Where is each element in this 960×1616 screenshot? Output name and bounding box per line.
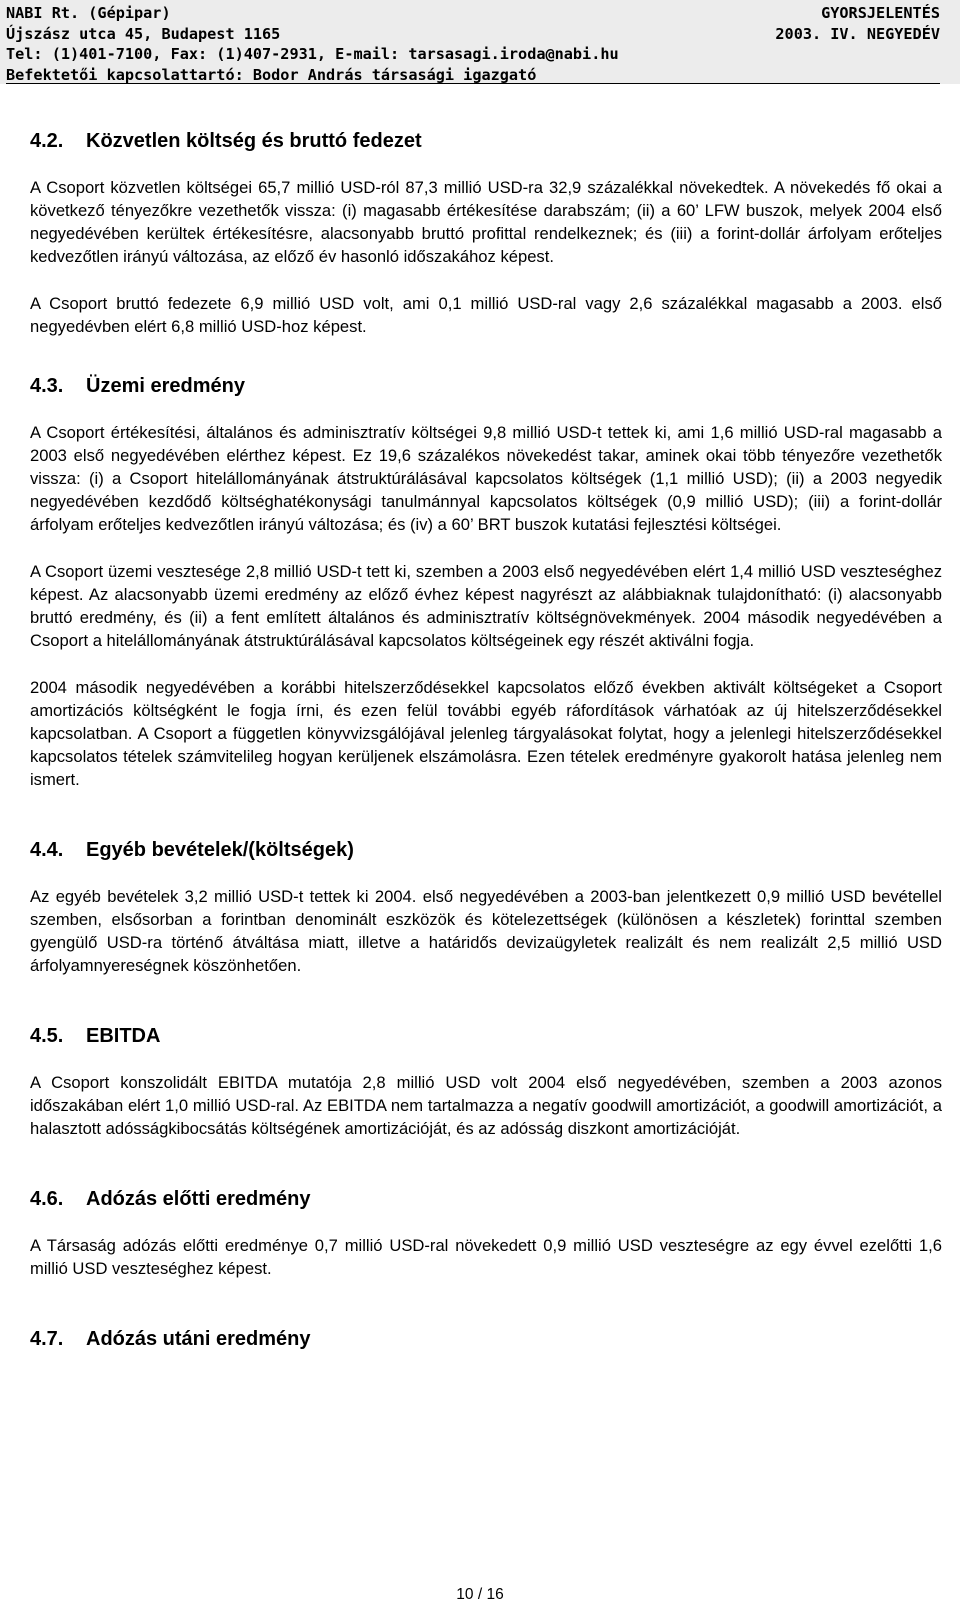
section-heading (30, 1023, 942, 1049)
section-number: 4.6. (30, 1188, 64, 1210)
section-heading (30, 837, 942, 863)
document-body (30, 128, 942, 1352)
section-number: 4.5. (30, 1025, 64, 1047)
header-divider (6, 83, 940, 84)
section-4-3 (30, 373, 942, 791)
section-4-4 (30, 837, 942, 977)
section-4-5 (30, 1023, 942, 1140)
section-title: Adózás előtti eredmény (86, 1188, 311, 1210)
header-right (775, 3, 940, 85)
section-title: Közvetlen költség és bruttó fedezet (86, 130, 422, 152)
paragraph: 2004 második negyedévében a korábbi hitelszerződésekkel kapcsolatos előző években aktivált költségeket a Csoport amortizációs költségként le fogja írni, és ezen felül további egyéb ráfordítások várhatóak az új hitelszerződésekkel kapcsolatban. A Csoport a független könyvvizsgálójával jelenleg tárgyalásokat folytat, hogy a jelenlegi hitelszerződésekkel kapcsolatos tételek számvitelileg hogyan kerüljenek elszámolásra. Ezen tételek eredményre gyakorolt hatása jelenleg nem ismert. (30, 678, 942, 789)
page-number: 10 / 16 (456, 1586, 504, 1603)
section-number: 4.4. (30, 839, 64, 861)
section-heading (30, 128, 942, 154)
company-contact: Tel: (1)401-7100, Fax: (1)407-2931, E-mail: tarsasagi.iroda@nabi.hu (6, 45, 619, 63)
section-4-2 (30, 128, 942, 338)
paragraph: A Társaság adózás előtti eredménye 0,7 millió USD-ral növekedett 0,9 millió USD veszteségre az egy évvel ezelőtti 1,6 millió USD veszteséghez képest. (30, 1236, 942, 1278)
section-4-7 (30, 1326, 942, 1352)
section-heading (30, 373, 942, 399)
header-left (6, 3, 619, 85)
section-title: Egyéb bevételek/(költségek) (86, 839, 354, 861)
section-heading (30, 1326, 942, 1352)
report-type: GYORSJELENTÉS (821, 4, 940, 22)
section-number: 4.2. (30, 130, 64, 152)
section-title: Üzemi eredmény (86, 375, 245, 397)
company-address: Újszász utca 45, Budapest 1165 (6, 24, 281, 43)
paragraph: A Csoport értékesítési, általános és adminisztratív költségei 9,8 millió USD-t tettek ki, ami 1,6 millió USD-ral magasabb a 2003 első negyedévében elérthez képest. Ez 19,6 százalékos növekedést takar, aminek okai több tényezőre vezethetők vissza: (i) a Csoport hitelállományának átstruktúrálásával kapcsolatos költségek (1,1 millió USD); (ii) a 2003 negyedik negyedévében kezdődő költséghatékonysági tanulmánnyal kapcsolatos költségek (0,9 millió USD); (iii) a forint-dollár árfolyam erőteljes kedvezőtlen irányú változása; és (iv) a 60’ BRT buszok kutatási fejlesztési költségei. (30, 423, 942, 534)
header-row (6, 3, 940, 85)
paragraph: A Csoport közvetlen költségei 65,7 millió USD-ról 87,3 millió USD-ra 32,9 százalékkal növekedtek. A növekedés fő okai a következő tényezőkre vezethetők vissza: (i) magasabb értékesítése darabszám; (ii) a 60’ LFW buszok, melyek 2004 első negyedévében kerültek értékesítésre, alacsonyabb bruttó profittal rendelkeznek; és (iii) a forint-dollár árfolyam erőteljes kedvezőtlen irányú változása, az előző év hasonló időszakához képest. (30, 178, 942, 266)
report-period: 2003. IV. NEGYEDÉV (775, 24, 940, 43)
section-title: Adózás utáni eredmény (86, 1328, 311, 1350)
paragraph: A Csoport üzemi vesztesége 2,8 millió USD-t tett ki, szemben a 2003 első negyedévében elért 1,4 millió USD veszteséghez képest. Az alacsonyabb üzemi eredmény az előző évhez képest nagyrészt az alábbiaknak tulajdonítható: (i) alacsonyabb bruttó eredmény, és (ii) a fent említett általános és adminisztratív költségnövekmények. 2004 második negyedévében a Csoport a hitelállományának átstruktúrálásával kapcsolatos költségeinek egy részét aktiválni fogja. (30, 562, 942, 650)
section-number: 4.7. (30, 1328, 64, 1350)
company-name: NABI Rt. (Gépipar) (6, 4, 171, 22)
investor-contact: Befektetői kapcsolattartó: Bodor András társasági igazgató (6, 65, 537, 84)
section-heading (30, 1186, 942, 1212)
section-4-6 (30, 1186, 942, 1280)
page-header (0, 0, 960, 84)
section-number: 4.3. (30, 375, 64, 397)
paragraph: A Csoport konszolidált EBITDA mutatója 2,8 millió USD volt 2004 első negyedévében, szemben a 2003 azonos időszakában elért 1,0 millió USD-ral. Az EBITDA nem tartalmazza a negatív goodwill amortizációt, a goodwill amortizációt, a halasztott adósságkibocsátás költségének amortizációját, és az adósság diszkont amortizációját. (30, 1073, 942, 1138)
section-title: EBITDA (86, 1025, 161, 1047)
paragraph: Az egyéb bevételek 3,2 millió USD-t tettek ki 2004. első negyedévében a 2003-ban jelentkezett 0,9 millió USD bevétellel szemben, elsősorban a forintban denominált eszközök és kötelezettségek (különösen a készletek) forinttal szemben gyengülő USD-ra történő átváltása miatt, illetve a határidős devizaügyletek realizált és nem realizált 2,5 millió USD árfolyamnyereségnek köszönhetően. (30, 887, 942, 975)
paragraph: A Csoport bruttó fedezete 6,9 millió USD volt, ami 0,1 millió USD-ral vagy 2,6 százalékkal magasabb a 2003. első negyedévben elért 6,8 millió USD-hoz képest. (30, 294, 942, 336)
